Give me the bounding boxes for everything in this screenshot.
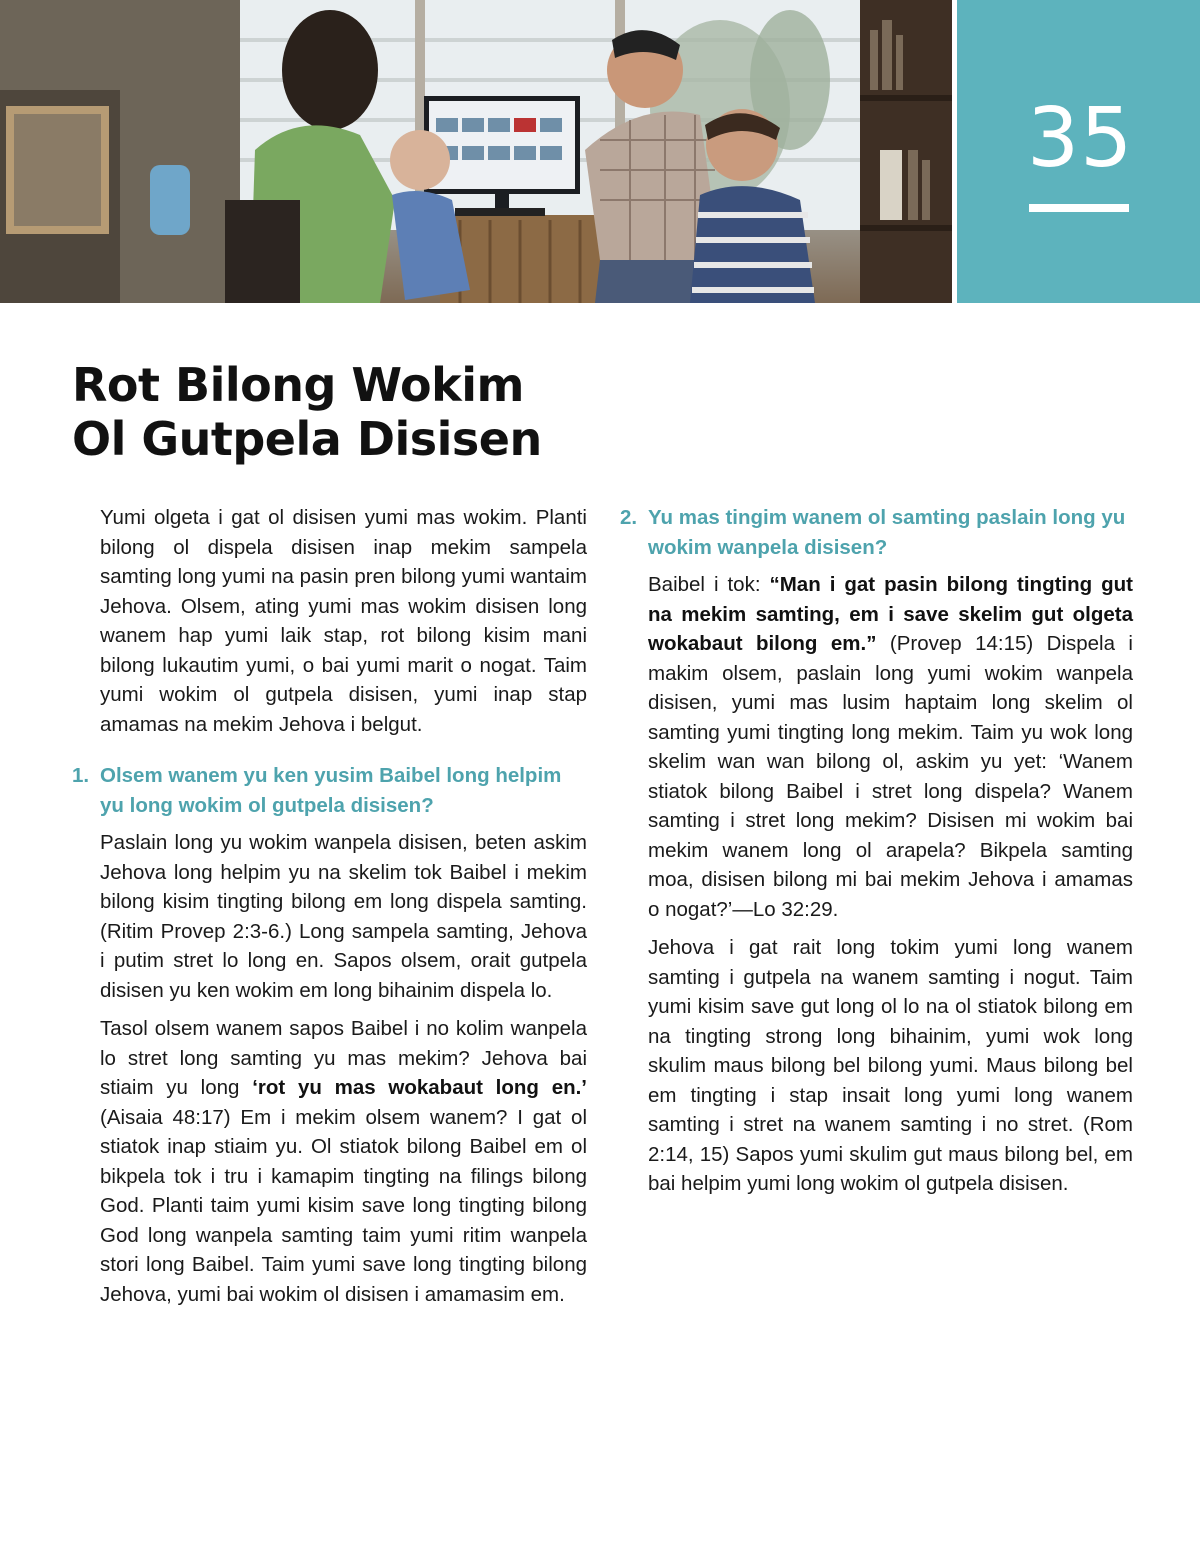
section-2-paragraph-2: Jehova i gat rait long tokim yumi long wanem samting i gutpela na wanem samting i nogut. Taim yumi kisim save gut long ol lo na ol stiatok bilong em na tingting strong long bihainim, yumi wok long skulim maus bilong bel bilong yumi. Maus bilong bel em tingting i stap insait long yumi long wanem samting i stret na wanem samting i no stret. (Rom 2:14, 15) Sapos yumi skulim gut maus bilong bel, em bai helpim yumi long wokim ol gutpela disisen. [648,936,1133,1195]
page-title [72,358,672,466]
section-1-number: 1. [72,764,90,787]
section-2-p1-end: (Provep 14:15) Dispela i makim olsem, paslain long yumi wokim wanpela disisen, yumi mas lusim haptaim long skelim ol samting yumi tingting long mekim. Taim yu wok long skelim wan wan bilong ol, askim yu yet: ‘Wanem stiatok bilong Baibel i stret long dispela? Wanem samting i stret long mekim? Disisen mi wokim bai mekim wanem long ol arapela? Bikpela samting moa, disisen bilong mi bai mekim Jehova i amamas o nogat?’—Lo 32:29. [648,632,1133,921]
section-1-question [72,761,587,820]
chapter-number-box [957,0,1200,303]
section-2-question [620,503,1133,562]
section-2-number: 2. [620,506,638,529]
section-2-p1-start: Baibel i tok: [648,573,770,596]
right-column [620,503,1133,1208]
section-2-paragraph-1 [620,570,1133,924]
intro-paragraph: Yumi olgeta i gat ol disisen yumi mas wokim. Planti bilong ol dispela disisen inap mekim sampela samting long yumi na pasin pren bilong yumi wantaim Jehova. Olsem, ating yumi mas wokim disisen long wanem hap yumi laik stap, rot bilong kisim mani bilong lukautim yumi, o bai yumi marit o nogat. Taim yumi wokim ol gutpela disisen, yumi inap stap amamas na mekim Jehova i belgut. [100,506,587,736]
title-line-1: Rot Bilong Wokim [72,358,524,412]
section-1-question-text: Olsem wanem yu ken yusim Baibel long helpim yu long wokim ol gutpela disisen? [100,764,562,817]
left-column [72,503,587,1318]
section-1-p2-start: Tasol olsem wanem sapos Baibel i no kolim wanpela lo stret long samting yu mas mekim? Jehova bai stiaim yu long [100,1017,587,1099]
title-line-2: Ol Gutpela Disisen [72,412,542,466]
section-1-paragraph-1: Paslain long yu wokim wanpela disisen, beten askim Jehova long helpim yu na skelim tok Baibel i mekim bilong kisim tingting bilong em long dispela samting. (Ritim Provep 2:3-6.) Long sampela samting, Jehova i putim stret lo long en. Sapos olsem, orait gutpela disisen yu ken wokim em long bihainim dispela lo. [100,831,587,1002]
chapter-rule [1029,204,1129,212]
family-at-computer-illustration [0,0,952,303]
chapter-number: 35 [1027,91,1134,186]
section-1-paragraph-2 [72,1014,587,1309]
section-2-question-text: Yu mas tingim wanem ol samting paslain long yu wokim wanpela disisen? [648,506,1126,559]
section-1-p2-end: (Aisaia 48:17) Em i mekim olsem wanem? I gat ol stiatok inap stiaim yu. Ol stiatok bilong Baibel em ol bikpela tok i tru i kamapim tingting na filings bilong God. Planti taim yumi kisim save long tingting bilong God long wanpela samting taim yumi ritim wanpela stori long Baibel. Taim yumi save long tingting bilong Jehova, yumi bai wokim ol disisen i amamasim em. [100,1105,587,1306]
header-photo [0,0,952,303]
section-1-p2-quote: ‘rot yu mas wokabaut long en.’ [252,1076,588,1099]
section-2-p1-quote: “Man i gat pasin bilong tingting gut na mekim samting, em i save skelim gut olgeta wokabaut bilong em.” [648,573,1133,655]
